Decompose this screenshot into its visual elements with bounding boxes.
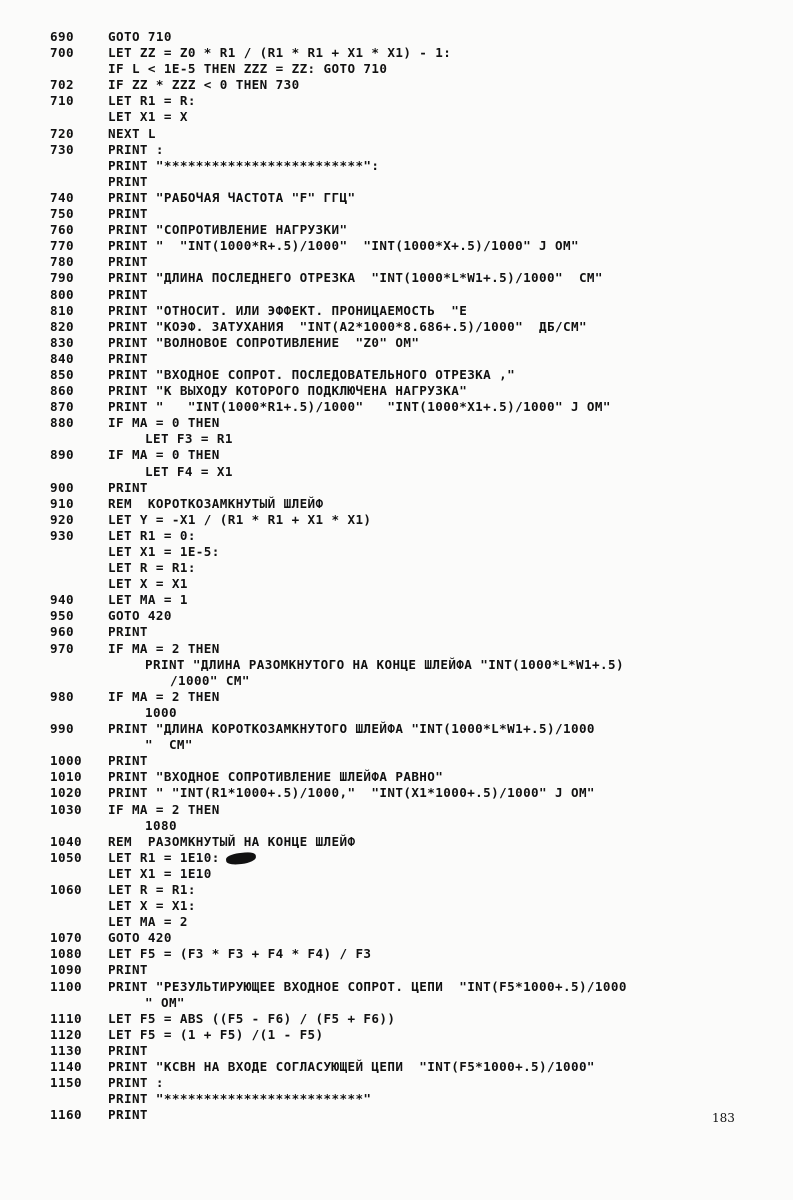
code-line (50, 673, 770, 689)
code-line (50, 29, 770, 45)
code-text (108, 560, 770, 576)
code-line (50, 383, 770, 399)
code-text (108, 1011, 770, 1027)
code-statement: LET R = R1: (108, 560, 196, 576)
code-line (50, 1011, 770, 1027)
code-statement: IF MA = 2 THEN (108, 640, 220, 656)
code-text (108, 254, 770, 270)
code-line (50, 592, 770, 608)
code-line (50, 560, 770, 576)
code-statement: PRINT " "INT(1000*R+.5)/1000" "INT(1000*X+.5)/1000" J ОМ" (108, 238, 579, 254)
code-statement: IF ZZ * ZZZ < 0 THEN 730 (108, 77, 300, 93)
code-line (50, 335, 770, 351)
code-statement: PRINT (108, 286, 148, 302)
code-line (50, 898, 770, 914)
line-number: 1100 (50, 978, 82, 994)
code-line (50, 351, 770, 367)
code-statement: LET R1 = 1E10: (108, 849, 220, 865)
code-text (108, 415, 770, 431)
code-line (50, 737, 770, 753)
code-statement: PRINT "ДЛИНА ПОСЛЕДНЕГО ОТРЕЗКА "INT(1000*L*W1+.5)/1000" СМ" (108, 270, 603, 286)
code-statement: /1000" СМ" (170, 672, 250, 688)
code-text (108, 431, 770, 447)
code-line (50, 254, 770, 270)
code-statement: REM КОРОТКОЗАМКНУТЫЙ ШЛЕЙФ (108, 495, 324, 511)
code-line (50, 657, 770, 673)
code-line (50, 785, 770, 801)
code-statement: PRINT (108, 624, 148, 640)
line-number: 1090 (50, 962, 82, 978)
code-statement: PRINT "*************************": (108, 157, 380, 173)
code-statement: PRINT (108, 206, 148, 222)
code-statement: LET F5 = (F3 * F3 + F4 * F4) / F3 (108, 946, 372, 962)
code-line (50, 174, 770, 190)
code-text (108, 979, 770, 995)
code-text (108, 705, 770, 721)
code-line (50, 142, 770, 158)
code-statement: " СМ" (145, 737, 193, 753)
code-statement: NEXT L (108, 125, 156, 141)
line-number: 840 (50, 350, 74, 366)
line-number: 850 (50, 366, 74, 382)
code-statement: PRINT "РАБОЧАЯ ЧАСТОТА "F" ГГЦ" (108, 189, 356, 205)
code-text (108, 834, 770, 850)
line-number: 1030 (50, 801, 82, 817)
code-text (108, 447, 770, 463)
code-statement: LET X = X1: (108, 898, 196, 914)
code-statement: PRINT "СОПРОТИВЛЕНИЕ НАГРУЗКИ" (108, 222, 348, 238)
code-text (108, 270, 770, 286)
code-line (50, 1107, 770, 1123)
code-line (50, 206, 770, 222)
code-statement: 1080 (145, 817, 177, 833)
code-statement: PRINT "ОТНОСИТ. ИЛИ ЭФФЕКТ. ПРОНИЦАЕМОСТЬ "E (108, 302, 468, 318)
line-number: 980 (50, 688, 74, 704)
code-text (108, 61, 770, 77)
code-statement: PRINT (108, 254, 148, 270)
line-number: 880 (50, 415, 74, 431)
code-statement: LET Y = -X1 / (R1 * R1 + X1 * X1) (108, 511, 372, 527)
code-text (108, 737, 770, 753)
code-statement: IF MA = 0 THEN (108, 447, 220, 463)
code-statement: LET R1 = 0: (108, 527, 196, 543)
code-statement: PRINT (108, 173, 148, 189)
code-line (50, 303, 770, 319)
code-line (50, 109, 770, 125)
code-statement: PRINT "К ВЫХОДУ КОТОРОГО ПОДКЛЮЧЕНА НАГРУЗКА" (108, 383, 468, 399)
code-text (108, 1059, 770, 1075)
code-line (50, 705, 770, 721)
code-text (108, 818, 770, 834)
code-text (108, 528, 770, 544)
code-text (108, 1075, 770, 1091)
line-number: 720 (50, 125, 74, 141)
code-text (108, 802, 770, 818)
code-text (108, 77, 770, 93)
code-text (108, 319, 770, 335)
line-number: 820 (50, 318, 74, 334)
code-line (50, 802, 770, 818)
code-statement: PRINT (108, 1107, 148, 1123)
code-line (50, 222, 770, 238)
code-text (108, 544, 770, 560)
code-statement: GOTO 420 (108, 930, 172, 946)
code-line (50, 126, 770, 142)
code-line (50, 753, 770, 769)
code-text (108, 93, 770, 109)
code-line (50, 576, 770, 592)
code-text (108, 576, 770, 592)
code-line (50, 367, 770, 383)
line-number: 890 (50, 447, 74, 463)
code-text (108, 785, 770, 801)
code-text (108, 1107, 770, 1123)
code-statement: LET X1 = 1E10 (108, 865, 212, 881)
code-text (108, 689, 770, 705)
code-text (108, 238, 770, 254)
line-number: 990 (50, 721, 74, 737)
code-line (50, 77, 770, 93)
code-statement: IF MA = 0 THEN (108, 415, 220, 431)
code-text (108, 496, 770, 512)
line-number: 1150 (50, 1075, 82, 1091)
code-statement: LET F5 = ABS ((F5 - F6) / (F5 + F6)) (108, 1010, 396, 1026)
code-line (50, 818, 770, 834)
code-statement: LET X = X1 (108, 576, 188, 592)
code-line (50, 1059, 770, 1075)
code-line (50, 624, 770, 640)
line-number: 970 (50, 640, 74, 656)
code-statement: LET X1 = X (108, 109, 188, 125)
code-text (108, 898, 770, 914)
line-number: 940 (50, 592, 74, 608)
code-statement: PRINT "КОЭФ. ЗАТУХАНИЯ "INT(A2*1000*8.686+.5)/1000" ДБ/СМ" (108, 318, 587, 334)
code-statement: PRINT (108, 1042, 148, 1058)
code-text (108, 335, 770, 351)
line-number: 950 (50, 608, 74, 624)
code-line (50, 447, 770, 463)
code-line (50, 287, 770, 303)
line-number: 730 (50, 141, 74, 157)
code-text (108, 287, 770, 303)
line-number: 830 (50, 334, 74, 350)
line-number: 810 (50, 302, 74, 318)
line-number: 800 (50, 286, 74, 302)
code-statement: LET F3 = R1 (145, 431, 233, 447)
code-statement: PRINT (108, 350, 148, 366)
code-line (50, 689, 770, 705)
line-number: 1140 (50, 1059, 82, 1074)
code-line (50, 158, 770, 174)
line-number: 750 (50, 206, 74, 222)
code-text (108, 753, 770, 769)
code-listing (50, 29, 770, 1123)
code-text (108, 721, 770, 737)
line-number: 780 (50, 254, 74, 270)
line-number: 1080 (50, 946, 82, 962)
code-text (108, 1091, 770, 1107)
code-statement: PRINT (108, 753, 148, 769)
line-number: 1000 (50, 753, 82, 769)
line-number: 860 (50, 383, 74, 399)
line-number: 690 (50, 29, 74, 44)
code-text (108, 608, 770, 624)
code-statement: PRINT "*************************" (108, 1091, 372, 1107)
line-number: 710 (50, 93, 74, 109)
code-statement: PRINT : (108, 141, 164, 157)
code-statement: PRINT " "INT(R1*1000+.5)/1000," "INT(X1*1000+.5)/1000" J ОМ" (108, 785, 595, 801)
code-statement: " ОМ" (145, 994, 185, 1010)
code-line (50, 61, 770, 77)
ink-blot (225, 851, 256, 865)
code-statement: LET ZZ = Z0 * R1 / (R1 * R1 + X1 * X1) - 1: (108, 45, 452, 61)
code-line (50, 480, 770, 496)
code-line (50, 866, 770, 882)
code-line (50, 962, 770, 978)
code-statement: PRINT " "INT(1000*R1+.5)/1000" "INT(1000*X1+.5)/1000" J ОМ" (108, 399, 611, 415)
code-text (108, 512, 770, 528)
line-number: 1120 (50, 1026, 82, 1042)
line-number: 1060 (50, 881, 82, 897)
line-number: 1050 (50, 849, 82, 865)
code-line (50, 1091, 770, 1107)
code-line (50, 431, 770, 447)
line-number: 1110 (50, 1010, 82, 1026)
code-text (108, 303, 770, 319)
code-statement: LET R = R1: (108, 881, 196, 897)
code-line (50, 834, 770, 850)
code-line (50, 882, 770, 898)
line-number: 1010 (50, 769, 82, 785)
code-text (108, 45, 770, 61)
code-statement: REM РАЗОМКНУТЫЙ НА КОНЦЕ ШЛЕЙФ (108, 833, 356, 849)
code-statement: PRINT "ВХОДНОЕ СОПРОТ. ПОСЛЕДОВАТЕЛЬНОГО ОТРЕЗКА ," (108, 366, 516, 382)
code-line (50, 270, 770, 286)
code-statement: LET F5 = (1 + F5) /(1 - F5) (108, 1026, 324, 1042)
code-line (50, 930, 770, 946)
code-statement: GOTO 420 (108, 608, 172, 624)
line-number: 900 (50, 479, 74, 495)
code-line (50, 721, 770, 737)
code-text (108, 946, 770, 962)
code-text (108, 882, 770, 898)
code-text (108, 222, 770, 238)
code-line (50, 850, 770, 866)
code-text (108, 464, 770, 480)
code-text (108, 109, 770, 125)
code-statement: LET F4 = X1 (145, 463, 233, 479)
code-statement: 1000 (145, 704, 177, 720)
page-number: 183 (712, 1111, 735, 1125)
code-text (108, 930, 770, 946)
code-text (108, 29, 770, 45)
code-text (108, 383, 770, 399)
code-statement: LET MA = 2 (108, 914, 188, 930)
code-text (108, 174, 770, 190)
code-statement: LET MA = 1 (108, 592, 188, 608)
line-number: 1040 (50, 833, 82, 849)
line-number: 870 (50, 399, 74, 415)
code-text (108, 142, 770, 158)
code-statement: IF MA = 2 THEN (108, 688, 220, 704)
code-line (50, 1075, 770, 1091)
code-line (50, 769, 770, 785)
code-text (108, 126, 770, 142)
code-text (108, 592, 770, 608)
code-line (50, 979, 770, 995)
line-number: 1130 (50, 1042, 82, 1058)
code-line (50, 464, 770, 480)
code-text (108, 769, 770, 785)
line-number: 910 (50, 495, 74, 511)
code-line (50, 190, 770, 206)
line-number: 700 (50, 45, 74, 61)
line-number: 702 (50, 77, 74, 93)
code-statement: PRINT "КСВН НА ВХОДЕ СОГЛАСУЮЩЕЙ ЦЕПИ "INT(F5*1000+.5)/1000" (108, 1059, 595, 1074)
code-text (108, 624, 770, 640)
code-statement: PRINT "ДЛИНА РАЗОМКНУТОГО НА КОНЦЕ ШЛЕЙФА "INT(1000*L*W1+.5) (145, 656, 624, 672)
code-statement: PRINT (108, 962, 148, 978)
code-line (50, 399, 770, 415)
code-line (50, 641, 770, 657)
code-line (50, 415, 770, 431)
code-text (108, 850, 770, 866)
code-text (108, 1027, 770, 1043)
code-text (108, 1043, 770, 1059)
code-text (108, 206, 770, 222)
code-statement: GOTO 710 (108, 29, 172, 44)
code-line (50, 496, 770, 512)
code-text (108, 673, 770, 689)
code-text (108, 914, 770, 930)
code-line (50, 512, 770, 528)
code-text (108, 657, 770, 673)
code-line (50, 946, 770, 962)
line-number: 1070 (50, 930, 82, 946)
code-line (50, 608, 770, 624)
line-number: 930 (50, 527, 74, 543)
code-statement: LET R1 = R: (108, 93, 196, 109)
code-line (50, 238, 770, 254)
code-line (50, 45, 770, 61)
code-statement: PRINT "ВХОДНОЕ СОПРОТИВЛЕНИЕ ШЛЕЙФА РАВНО" (108, 769, 444, 785)
code-statement: PRINT "ВОЛНОВОЕ СОПРОТИВЛЕНИЕ "Z0" ОМ" (108, 334, 420, 350)
code-text (108, 480, 770, 496)
code-statement: PRINT "РЕЗУЛЬТИРУЮЩЕЕ ВХОДНОЕ СОПРОТ. ЦЕПИ "INT(F5*1000+.5)/1000 (108, 978, 627, 994)
line-number: 920 (50, 511, 74, 527)
code-text (108, 866, 770, 882)
code-statement: IF MA = 2 THEN (108, 801, 220, 817)
code-line (50, 995, 770, 1011)
code-text (108, 351, 770, 367)
code-line (50, 319, 770, 335)
code-text (108, 158, 770, 174)
code-text (108, 367, 770, 383)
code-text (108, 962, 770, 978)
code-line (50, 1027, 770, 1043)
code-line (50, 1043, 770, 1059)
code-statement: LET X1 = 1E-5: (108, 544, 220, 559)
code-line (50, 914, 770, 930)
code-statement: IF L < 1E-5 THEN ZZZ = ZZ: GOTO 710 (108, 61, 388, 77)
code-text (108, 399, 770, 415)
code-statement: PRINT (108, 479, 148, 495)
code-text (108, 995, 770, 1011)
code-line (50, 528, 770, 544)
code-line (50, 544, 770, 560)
code-statement: PRINT "ДЛИНА КОРОТКОЗАМКНУТОГО ШЛЕЙФА "INT(1000*L*W1+.5)/1000 (108, 721, 595, 737)
code-text (108, 641, 770, 657)
line-number: 760 (50, 222, 74, 238)
line-number: 1160 (50, 1107, 82, 1123)
line-number: 740 (50, 189, 74, 205)
line-number: 1020 (50, 785, 82, 801)
line-number: 770 (50, 238, 74, 254)
line-number: 790 (50, 270, 74, 286)
code-line (50, 93, 770, 109)
code-statement: PRINT : (108, 1075, 164, 1091)
code-text (108, 190, 770, 206)
line-number: 960 (50, 624, 74, 640)
